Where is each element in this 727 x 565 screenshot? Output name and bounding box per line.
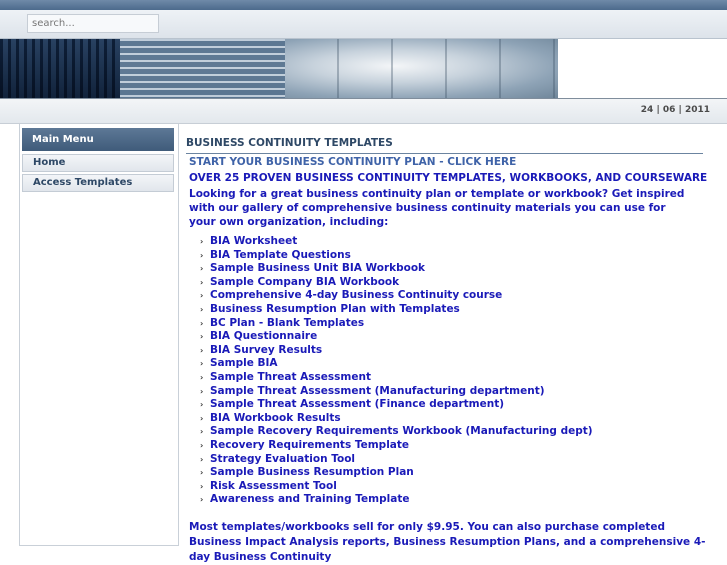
bullet-icon: › bbox=[200, 359, 204, 369]
list-item: › Strategy Evaluation Tool bbox=[200, 452, 356, 465]
list-item: › Sample Business Unit BIA Workbook bbox=[200, 262, 426, 275]
bullet-icon: › bbox=[200, 495, 204, 505]
list-item: › Comprehensive 4-day Business Continuity course bbox=[200, 289, 503, 302]
date-bar bbox=[0, 99, 727, 124]
bullet-icon: › bbox=[200, 304, 204, 314]
bullet-icon: › bbox=[200, 481, 204, 491]
bullet-icon: › bbox=[200, 440, 204, 450]
sidebar-item-access-templates[interactable]: Access Templates bbox=[22, 174, 174, 192]
list-item: › BIA Worksheet bbox=[200, 235, 298, 247]
bullet-icon: › bbox=[200, 427, 204, 437]
list-item: › BIA Survey Results bbox=[200, 343, 323, 356]
bullet-icon: › bbox=[200, 386, 204, 396]
list-item: › Sample BIA bbox=[200, 357, 278, 370]
list-item: › Sample Threat Assessment (Finance department) bbox=[200, 398, 505, 411]
list-item: › Business Resumption Plan with Templates bbox=[200, 302, 460, 315]
list-item: › Risk Assessment Tool bbox=[200, 479, 337, 492]
current-date: 24 | 06 | 2011 bbox=[640, 105, 710, 115]
bullet-icon: › bbox=[200, 332, 204, 342]
bullet-icon: › bbox=[200, 413, 204, 423]
list-item: › Recovery Requirements Template bbox=[200, 438, 410, 451]
list-item: › Sample Recovery Requirements Workbook (Manufacturing dept) bbox=[200, 425, 593, 438]
list-item: › BC Plan - Blank Templates bbox=[200, 316, 365, 329]
start-plan-link[interactable]: START YOUR BUSINESS CONTINUITY PLAN - CLICK HERE bbox=[189, 156, 517, 168]
main-menu-heading: Main Menu bbox=[22, 128, 174, 151]
list-item: › BIA Workbook Results bbox=[200, 411, 341, 424]
list-item: › Awareness and Training Template bbox=[200, 493, 410, 506]
list-item: › Sample Business Resumption Plan bbox=[200, 466, 414, 479]
search-bar bbox=[0, 10, 727, 39]
bullet-icon: › bbox=[200, 237, 204, 246]
list-item: › BIA Template Questions bbox=[200, 248, 351, 261]
bullet-icon: › bbox=[200, 345, 204, 355]
bullet-icon: › bbox=[200, 454, 204, 464]
bullet-icon: › bbox=[200, 318, 204, 328]
sidebar-item-home[interactable]: Home bbox=[22, 154, 174, 172]
template-list bbox=[200, 235, 593, 507]
list-item: › Sample Threat Assessment (Manufacturing department) bbox=[200, 384, 545, 397]
banner-image bbox=[0, 39, 558, 99]
intro-text: Looking for a great business continuity plan or template or workbook? Get inspired with our gallery of comprehensive business continuity materials you can use for your own organization, including: bbox=[189, 188, 685, 228]
search-input[interactable] bbox=[27, 14, 159, 33]
list-item: › Sample Threat Assessment bbox=[200, 370, 371, 383]
bullet-icon: › bbox=[200, 250, 204, 260]
bullet-icon: › bbox=[200, 277, 204, 287]
section-subheading: OVER 25 PROVEN BUSINESS CONTINUITY TEMPLATES, WORKBOOKS, AND COURSEWARE bbox=[189, 172, 708, 184]
bullet-icon: › bbox=[200, 264, 204, 274]
page-title: BUSINESS CONTINUITY TEMPLATES bbox=[186, 137, 703, 154]
top-bar bbox=[0, 0, 727, 10]
bullet-icon: › bbox=[200, 468, 204, 478]
list-item: › Sample Company BIA Workbook bbox=[200, 275, 400, 288]
bullet-icon: › bbox=[200, 291, 204, 301]
sidebar bbox=[19, 124, 179, 546]
bullet-icon: › bbox=[200, 400, 204, 410]
list-item: › BIA Questionnaire bbox=[200, 330, 318, 343]
pricing-text: Most templates/workbooks sell for only $9.95. You can also purchase completed Business Impact Analysis reports, Business Resumption Plans, and a comprehensive 4-day Business Continuity bbox=[189, 521, 706, 563]
bullet-icon: › bbox=[200, 372, 204, 382]
header-banner bbox=[0, 39, 727, 99]
